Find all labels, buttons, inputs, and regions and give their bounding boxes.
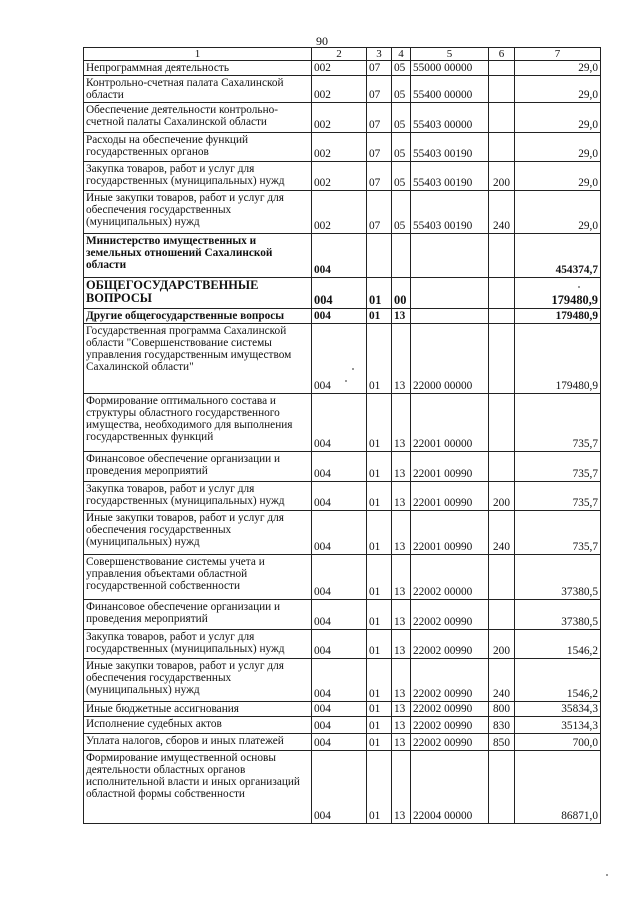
row-code-cell-7: 454374,7 xyxy=(515,234,601,278)
row-name-cell: Закупка товаров, работ и услуг для государственных (муниципальных) нужд xyxy=(84,482,312,511)
row-name-cell: Формирование имущественной основы деятельности областных органов исполнительной власти и иных организаций областной формы собственности xyxy=(84,751,312,824)
row-code-cell-2: 002 xyxy=(312,76,367,103)
row-code-cell-7: 179480,9 xyxy=(515,278,601,309)
header-cell-7: 7 xyxy=(515,48,601,61)
row-code-cell-4: 13 xyxy=(392,717,411,734)
row-code-cell-7: 29,0 xyxy=(515,76,601,103)
row-code-cell-5: 22001 00990 xyxy=(411,511,489,555)
row-code-cell-4: 13 xyxy=(392,482,411,511)
row-code-cell-7: 29,0 xyxy=(515,162,601,191)
row-code-cell-5: 22000 00000 xyxy=(411,324,489,394)
table-row xyxy=(84,191,601,234)
header-row xyxy=(84,48,601,61)
row-code-cell-7: 735,7 xyxy=(515,394,601,452)
page-number: 90 xyxy=(316,34,328,48)
row-code-cell-4: 13 xyxy=(392,452,411,482)
row-code-cell-4: 13 xyxy=(392,702,411,717)
row-code-cell-2: 004 xyxy=(312,630,367,659)
row-code-cell-3: 07 xyxy=(367,191,392,234)
row-code-cell-6 xyxy=(489,278,515,309)
row-code-cell-7: 700,0 xyxy=(515,734,601,751)
row-code-cell-7: 1546,2 xyxy=(515,630,601,659)
row-code-cell-7: 735,7 xyxy=(515,511,601,555)
row-name-cell: Исполнение судебных актов xyxy=(84,717,312,734)
row-code-cell-4: 05 xyxy=(392,76,411,103)
table-row xyxy=(84,555,601,600)
row-code-cell-6 xyxy=(489,452,515,482)
row-code-cell-3: 07 xyxy=(367,162,392,191)
row-code-cell-6 xyxy=(489,751,515,824)
row-code-cell-3: 01 xyxy=(367,717,392,734)
row-code-cell-4: 13 xyxy=(392,659,411,702)
table-row xyxy=(84,103,601,133)
table-row xyxy=(84,394,601,452)
row-code-cell-2: 002 xyxy=(312,191,367,234)
row-code-cell-4 xyxy=(392,234,411,278)
row-name-cell: Расходы на обеспечение функций государственных органов xyxy=(84,133,312,162)
row-code-cell-6: 200 xyxy=(489,162,515,191)
row-code-cell-3: 07 xyxy=(367,61,392,76)
row-code-cell-6 xyxy=(489,555,515,600)
row-name-cell: Закупка товаров, работ и услуг для государственных (муниципальных) нужд xyxy=(84,162,312,191)
row-code-cell-2: 004 xyxy=(312,309,367,324)
row-code-cell-6 xyxy=(489,61,515,76)
row-code-cell-2: 004 xyxy=(312,482,367,511)
row-code-cell-3: 07 xyxy=(367,76,392,103)
row-name-cell: Другие общегосударственные вопросы xyxy=(84,309,312,324)
table-row xyxy=(84,278,601,309)
row-code-cell-7: 179480,9 xyxy=(515,309,601,324)
scan-speck xyxy=(606,874,608,876)
row-code-cell-2: 004 xyxy=(312,600,367,630)
row-code-cell-7: 37380,5 xyxy=(515,600,601,630)
row-code-cell-7: 179480,9 xyxy=(515,324,601,394)
row-code-cell-3: 07 xyxy=(367,103,392,133)
row-code-cell-2: 004 xyxy=(312,324,367,394)
row-code-cell-6 xyxy=(489,76,515,103)
row-code-cell-3: 01 xyxy=(367,309,392,324)
row-code-cell-5: 55403 00190 xyxy=(411,191,489,234)
row-code-cell-5: 55403 00000 xyxy=(411,103,489,133)
table-row xyxy=(84,717,601,734)
row-code-cell-7: 735,7 xyxy=(515,452,601,482)
row-code-cell-4: 13 xyxy=(392,600,411,630)
row-name-cell: Иные бюджетные ассигнования xyxy=(84,702,312,717)
row-code-cell-4: 13 xyxy=(392,394,411,452)
row-code-cell-7: 29,0 xyxy=(515,133,601,162)
table-row xyxy=(84,600,601,630)
row-code-cell-6 xyxy=(489,600,515,630)
row-code-cell-2: 004 xyxy=(312,278,367,309)
row-code-cell-4: 05 xyxy=(392,162,411,191)
row-code-cell-4: 05 xyxy=(392,191,411,234)
table-row xyxy=(84,482,601,511)
row-code-cell-7: 35134,3 xyxy=(515,717,601,734)
row-code-cell-7: 29,0 xyxy=(515,103,601,133)
row-code-cell-5: 55403 00190 xyxy=(411,133,489,162)
row-name-cell: Контрольно-счетная палата Сахалинской области xyxy=(84,76,312,103)
table-row xyxy=(84,511,601,555)
row-code-cell-2: 004 xyxy=(312,702,367,717)
row-name-cell: Финансовое обеспечение организации и проведения мероприятий xyxy=(84,452,312,482)
row-code-cell-4: 13 xyxy=(392,555,411,600)
row-code-cell-4: 05 xyxy=(392,133,411,162)
row-code-cell-5: 22004 00000 xyxy=(411,751,489,824)
row-code-cell-5: 55403 00190 xyxy=(411,162,489,191)
row-code-cell-2: 004 xyxy=(312,717,367,734)
table-row xyxy=(84,630,601,659)
row-code-cell-5: 22002 00990 xyxy=(411,717,489,734)
row-code-cell-3: 01 xyxy=(367,394,392,452)
row-code-cell-4: 13 xyxy=(392,511,411,555)
row-code-cell-7: 37380,5 xyxy=(515,555,601,600)
header-cell-1: 1 xyxy=(84,48,312,61)
row-code-cell-3: 01 xyxy=(367,702,392,717)
row-code-cell-7: 29,0 xyxy=(515,191,601,234)
row-code-cell-2: 004 xyxy=(312,234,367,278)
row-code-cell-4: 13 xyxy=(392,324,411,394)
row-code-cell-5: 55000 00000 xyxy=(411,61,489,76)
row-code-cell-6 xyxy=(489,309,515,324)
row-code-cell-4: 13 xyxy=(392,734,411,751)
row-code-cell-2: 004 xyxy=(312,555,367,600)
row-code-cell-3: 01 xyxy=(367,511,392,555)
row-code-cell-7: 35834,3 xyxy=(515,702,601,717)
row-code-cell-6: 240 xyxy=(489,659,515,702)
row-name-cell: Совершенствование системы учета и управления объектами областной государственной собственности xyxy=(84,555,312,600)
scan-speck xyxy=(345,380,347,382)
row-code-cell-7: 735,7 xyxy=(515,482,601,511)
row-code-cell-6 xyxy=(489,324,515,394)
row-code-cell-6 xyxy=(489,133,515,162)
row-code-cell-5: 22001 00990 xyxy=(411,482,489,511)
header-cell-3: 3 xyxy=(367,48,392,61)
row-code-cell-6: 830 xyxy=(489,717,515,734)
row-code-cell-3: 07 xyxy=(367,133,392,162)
table-row xyxy=(84,61,601,76)
row-code-cell-2: 002 xyxy=(312,162,367,191)
table-row xyxy=(84,234,601,278)
row-code-cell-3: 01 xyxy=(367,734,392,751)
row-name-cell: Финансовое обеспечение организации и проведения мероприятий xyxy=(84,600,312,630)
row-code-cell-5: 22002 00990 xyxy=(411,702,489,717)
scan-speck xyxy=(578,286,580,288)
row-code-cell-6: 850 xyxy=(489,734,515,751)
scan-speck xyxy=(352,368,354,370)
row-code-cell-3: 01 xyxy=(367,751,392,824)
row-code-cell-5: 22002 00990 xyxy=(411,734,489,751)
row-name-cell: Закупка товаров, работ и услуг для государственных (муниципальных) нужд xyxy=(84,630,312,659)
table-row xyxy=(84,452,601,482)
table-row xyxy=(84,751,601,824)
row-code-cell-2: 004 xyxy=(312,511,367,555)
row-code-cell-6 xyxy=(489,234,515,278)
row-code-cell-2: 004 xyxy=(312,659,367,702)
row-code-cell-6: 240 xyxy=(489,191,515,234)
row-code-cell-7: 1546,2 xyxy=(515,659,601,702)
row-code-cell-3: 01 xyxy=(367,452,392,482)
row-code-cell-6: 200 xyxy=(489,630,515,659)
row-code-cell-6: 200 xyxy=(489,482,515,511)
row-code-cell-3: 01 xyxy=(367,278,392,309)
header-cell-2: 2 xyxy=(312,48,367,61)
row-code-cell-3 xyxy=(367,234,392,278)
row-code-cell-4: 13 xyxy=(392,309,411,324)
row-code-cell-2: 002 xyxy=(312,133,367,162)
table-body xyxy=(84,48,601,824)
row-code-cell-5: 22001 00000 xyxy=(411,394,489,452)
row-code-cell-2: 004 xyxy=(312,734,367,751)
row-code-cell-2: 004 xyxy=(312,751,367,824)
row-code-cell-5: 22002 00990 xyxy=(411,630,489,659)
row-code-cell-7: 29,0 xyxy=(515,61,601,76)
table-row xyxy=(84,734,601,751)
row-code-cell-5: 22002 00990 xyxy=(411,659,489,702)
row-code-cell-6: 240 xyxy=(489,511,515,555)
row-code-cell-2: 002 xyxy=(312,103,367,133)
row-code-cell-4: 00 xyxy=(392,278,411,309)
table-row xyxy=(84,702,601,717)
row-code-cell-7: 86871,0 xyxy=(515,751,601,824)
row-code-cell-5: 22002 00000 xyxy=(411,555,489,600)
row-name-cell: Иные закупки товаров, работ и услуг для обеспечения государственных (муниципальных) нужд xyxy=(84,191,312,234)
row-code-cell-5: 22001 00990 xyxy=(411,452,489,482)
row-code-cell-2: 004 xyxy=(312,452,367,482)
row-code-cell-5: 22002 00990 xyxy=(411,600,489,630)
row-code-cell-4: 13 xyxy=(392,751,411,824)
row-code-cell-3: 01 xyxy=(367,600,392,630)
row-name-cell: Формирование оптимального состава и структуры областного государственного имущества, необходимого для выполнения государственных функций xyxy=(84,394,312,452)
row-code-cell-3: 01 xyxy=(367,555,392,600)
row-code-cell-5 xyxy=(411,278,489,309)
table-row xyxy=(84,659,601,702)
row-name-cell: Непрограммная деятельность xyxy=(84,61,312,76)
header-cell-6: 6 xyxy=(489,48,515,61)
row-name-cell: Государственная программа Сахалинской области "Совершенствование системы управления государственным имуществом Сахалинской области" xyxy=(84,324,312,394)
row-name-cell: Иные закупки товаров, работ и услуг для обеспечения государственных (муниципальных) нужд xyxy=(84,511,312,555)
table-row xyxy=(84,162,601,191)
row-code-cell-2: 004 xyxy=(312,394,367,452)
table-row xyxy=(84,133,601,162)
row-code-cell-2: 002 xyxy=(312,61,367,76)
row-code-cell-6: 800 xyxy=(489,702,515,717)
row-code-cell-6 xyxy=(489,394,515,452)
row-code-cell-6 xyxy=(489,103,515,133)
row-code-cell-3: 01 xyxy=(367,630,392,659)
table-row xyxy=(84,76,601,103)
row-code-cell-5 xyxy=(411,309,489,324)
table-row xyxy=(84,324,601,394)
row-name-cell: Иные закупки товаров, работ и услуг для обеспечения государственных (муниципальных) нужд xyxy=(84,659,312,702)
row-name-cell: Уплата налогов, сборов и иных платежей xyxy=(84,734,312,751)
row-code-cell-4: 05 xyxy=(392,61,411,76)
row-code-cell-5: 55400 00000 xyxy=(411,76,489,103)
row-code-cell-5 xyxy=(411,234,489,278)
table-row xyxy=(84,309,601,324)
row-code-cell-4: 05 xyxy=(392,103,411,133)
header-cell-5: 5 xyxy=(411,48,489,61)
row-code-cell-3: 01 xyxy=(367,482,392,511)
row-name-cell: Обеспечение деятельности контрольно-счетной палаты Сахалинской области xyxy=(84,103,312,133)
row-code-cell-3: 01 xyxy=(367,324,392,394)
row-name-cell: ОБЩЕГОСУДАРСТВЕННЫЕ ВОПРОСЫ xyxy=(84,278,312,309)
header-cell-4: 4 xyxy=(392,48,411,61)
budget-table xyxy=(83,47,601,824)
row-code-cell-4: 13 xyxy=(392,630,411,659)
row-name-cell: Министерство имущественных и земельных отношений Сахалинской области xyxy=(84,234,312,278)
row-code-cell-3: 01 xyxy=(367,659,392,702)
